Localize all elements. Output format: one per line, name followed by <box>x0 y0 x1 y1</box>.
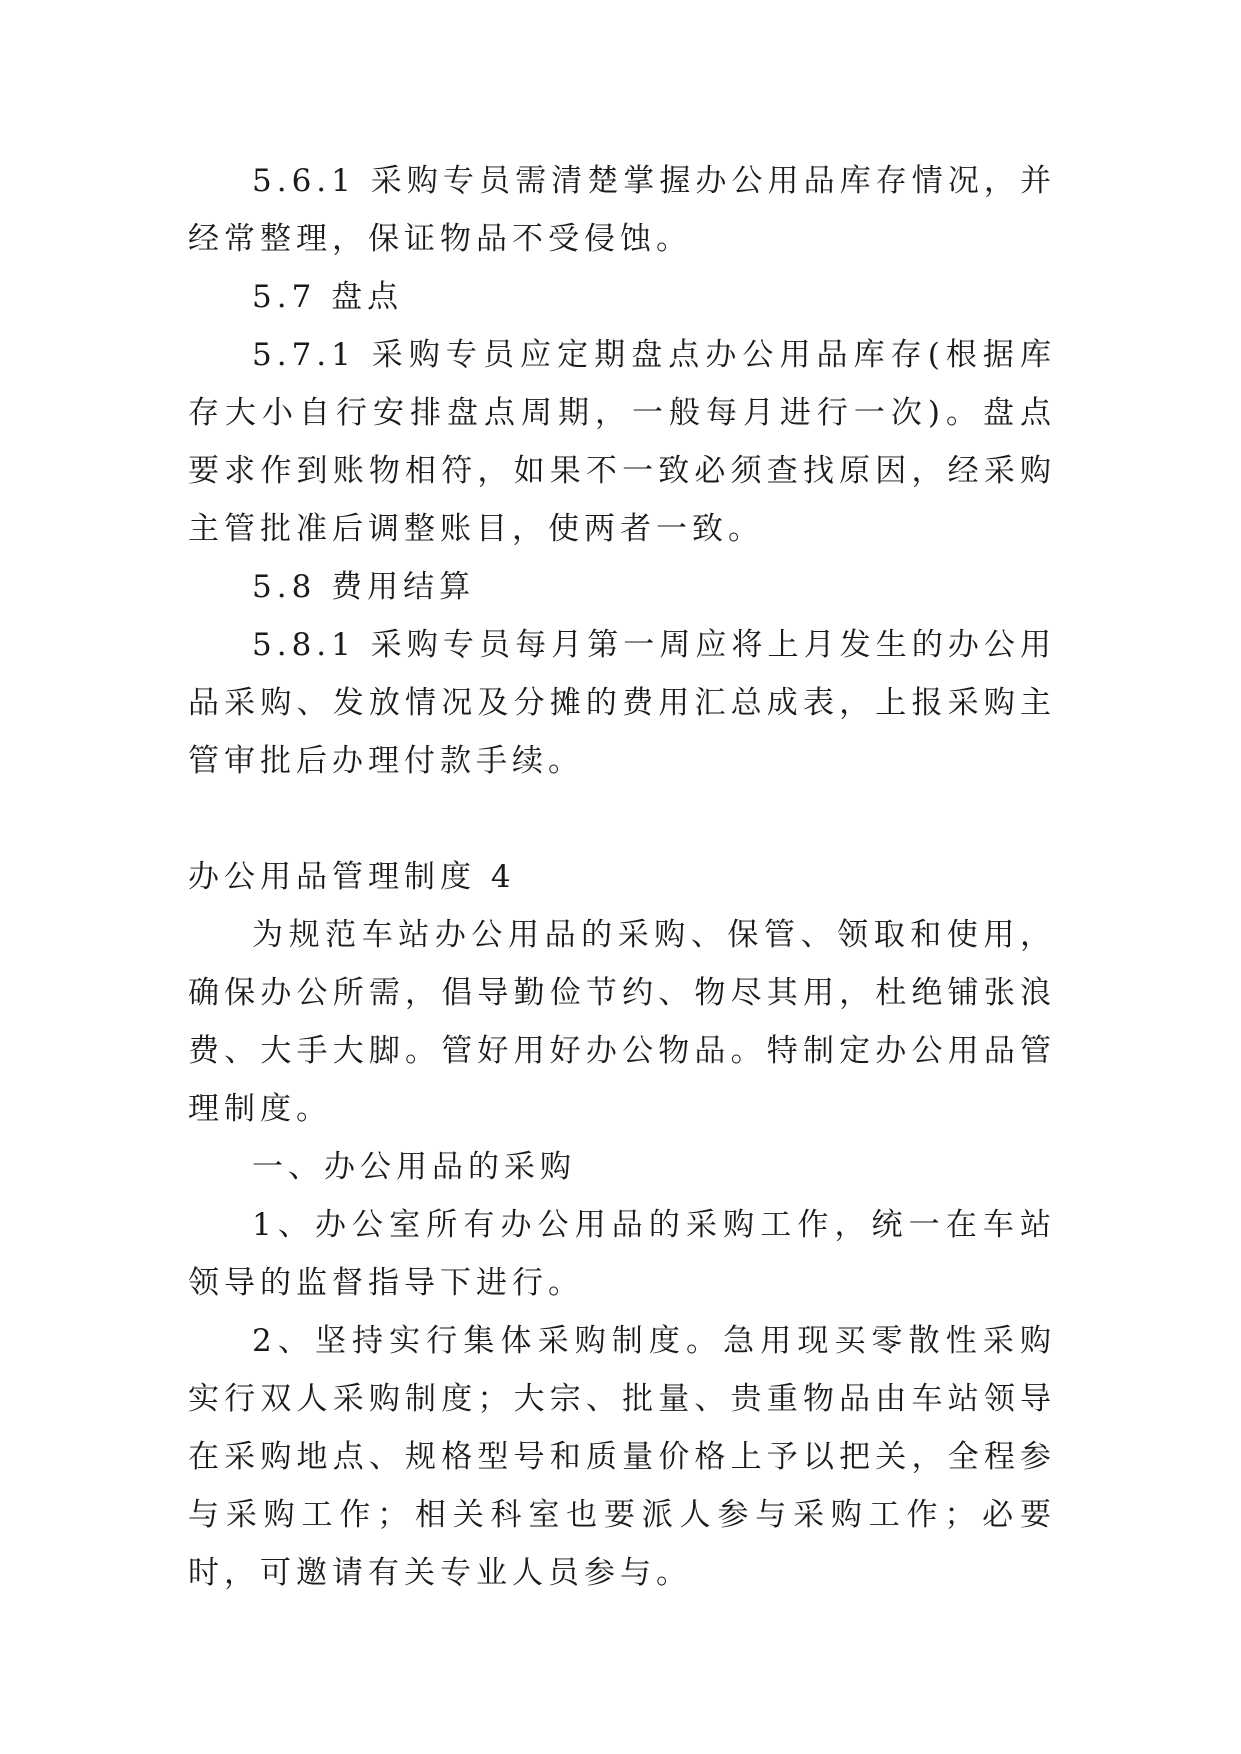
document-title: 办公用品管理制度 4 <box>188 859 516 895</box>
paragraph-item-2: 2、坚持实行集体采购制度。急用现买零散性采购实行双人采购制度；大宗、批量、贵重物品由车站领导在采购地点、规格型号和质量价格上予以把关，全程参与采购工作；相关科室也要派人参与采购工作；必要时，可邀请有关专业人员参与。 <box>188 1323 1056 1591</box>
paragraph-item-1: 1、办公室所有办公用品的采购工作，统一在车站领导的监督指导下进行。 <box>188 1207 1056 1301</box>
paragraph-5-7-1: 5.7.1 采购专员应定期盘点办公用品库存(根据库存大小自行安排盘点周期，一般每月进行一次)。盘点要求作到账物相符，如果不一致必须查找原因，经采购主管批准后调整账目，使两者一致。 <box>188 337 1056 547</box>
section-heading-purchasing: 一、办公用品的采购 <box>252 1149 576 1185</box>
document-body <box>188 152 1056 1602</box>
paragraph-intro: 为规范车站办公用品的采购、保管、领取和使用，确保办公所需，倡导勤俭节约、物尽其用，杜绝铺张浪费、大手大脚。管好用好办公物品。特制定办公用品管理制度。 <box>188 917 1056 1127</box>
section-heading-5-8: 5.8 费用结算 <box>252 569 476 605</box>
paragraph-5-6-1: 5.6.1 采购专员需清楚掌握办公用品库存情况，并经常整理，保证物品不受侵蚀。 <box>188 163 1056 257</box>
section-heading-5-7: 5.7 盘点 <box>252 279 404 315</box>
paragraph-5-8-1: 5.8.1 采购专员每月第一周应将上月发生的办公用品采购、发放情况及分摊的费用汇总成表，上报采购主管审批后办理付款手续。 <box>188 627 1056 779</box>
